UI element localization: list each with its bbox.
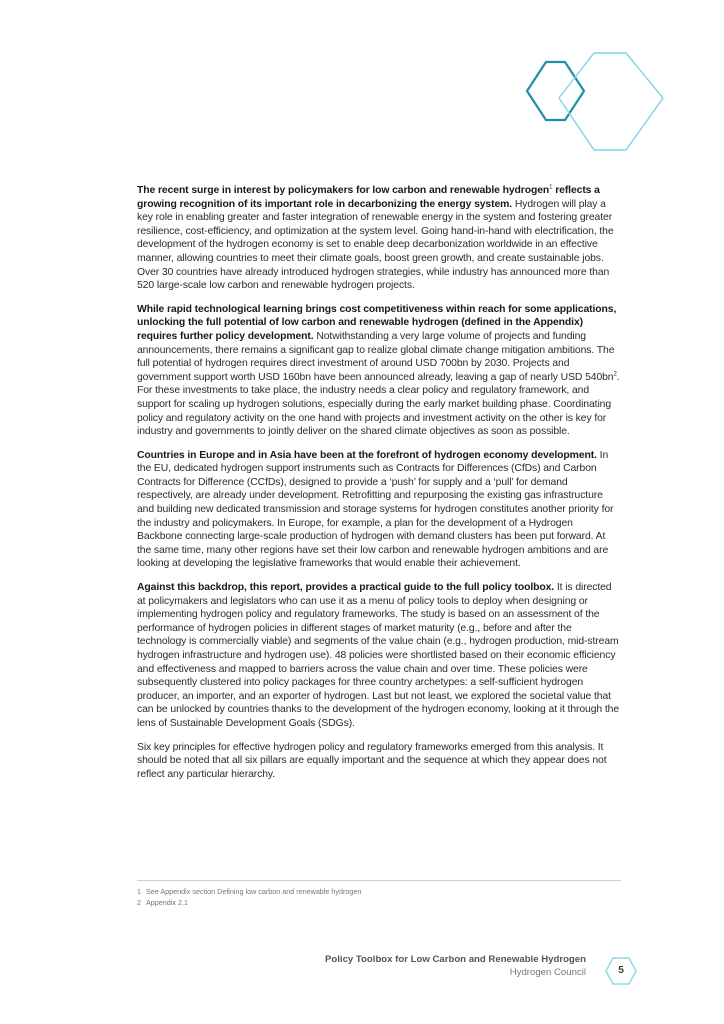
paragraph-1 (137, 184, 621, 293)
paragraph-4 (137, 581, 621, 731)
paragraph-2 (137, 303, 621, 439)
paragraph-2-lead: While rapid technological learning brings cost competitiveness within reach for some applications, unlocking the full potential of low carbon and renewable hydrogen (defined in the Appendix) requires further policy development. (137, 303, 617, 342)
footnote-ref-2: 2 (613, 371, 617, 378)
main-text (137, 184, 621, 791)
page-number: 5 (618, 965, 624, 976)
paragraph-3-body: In the EU, dedicated hydrogen support instruments such as Contracts for Differences (CfDs) and Carbon Contracts for Difference (CCfDs), designed to provide a ‘push’ for supply and a ‘pull’ for demand respectively, are already under development. Retrofitting and repurposing the existing gas infrastructure and building new dedicated transmission and storage systems for hydrogen constitutes another priority for the industry and policymakers. In Europe, for example, a plan for the development of a Hydrogen Backbone connecting large-scale production of hydrogen with demand clusters has been put forward. At the same time, many other regions have set their low carbon and renewable hydrogen ambitions and are looking at developing the legislative frameworks that would enable their achievement. (137, 449, 614, 570)
paragraph-5-body: Six key principles for effective hydrogen policy and regulatory frameworks emerged from this analysis. It should be noted that all six pillars are equally important and the sequence at which they appear does not reflect any particular hierarchy. (137, 741, 607, 780)
paragraph-4-lead: Against this backdrop, this report, provides a practical guide to the full policy toolbox. (137, 582, 555, 594)
footnotes (137, 886, 361, 908)
paragraph-1-body: Hydrogen will play a key role in enabling greater and faster integration of renewable energy in the system and fostering greater resilience, cost-efficiency, and optimization at the system level. Going hand-in-hand with electrification, the development of the hydrogen economy is set to enable deep decarbonization worldwide in an effective manner, allowing countries to meet their climate goals, boost green growth, and create sustainable jobs. Over 30 countries have already introduced hydrogen strategies, while industry has announced more than 520 large-scale low carbon and renewable hydrogen projects. (137, 198, 614, 292)
small-hexagon-icon (527, 62, 584, 120)
footnote-number: 2 (137, 898, 141, 907)
large-hexagon-icon (559, 53, 663, 150)
paragraph-4-body: It is directed at policymakers and legislators who can use it as a menu of policy tools to deploy when designing or implementing hydrogen policy and regulatory frameworks. The study is based on an assessment of the performance of hydrogen policies in different stages of market maturity (e.g., before and after the technology is commercially viable) and segments of the value chain (e.g., hydrogen production, mid-stream hydrogen infrastructure and hydrogen use). 48 policies were shortlisted based on their economic efficiency and effectiveness and mapped to barriers across the value chain and over time. These policies were subsequently clustered into policy packages for three country archetypes: a self-sufficient hydrogen producer, an importer, and an exporter of hydrogen. Last but not least, we explored the societal value that can be unlocked by countries thanks to the development of the hydrogen economy, looking at it through the lens of Sustainable Development Goals (SDGs). (137, 582, 620, 729)
paragraph-2-body-cont: . For these investments to take place, the industry needs a clear policy and regulatory framework, and support for scaling up hydrogen solutions, especially during the early market building phase. Coordinating policy and regulatory activity on the one hand with projects and investment activity on the other is key for industry and governments to jointly deliver on the shared climate objectives as soon as possible. (137, 371, 620, 438)
paragraph-3 (137, 449, 621, 571)
footnote-divider (137, 880, 621, 881)
footnote-1 (137, 886, 361, 897)
footer-organization: Hydrogen Council (509, 967, 586, 978)
footer-report-title: Policy Toolbox for Low Carbon and Renewable Hydrogen (324, 954, 586, 965)
paragraph-5 (137, 741, 621, 782)
page-number-badge (604, 956, 638, 986)
footnote-2 (137, 897, 361, 908)
footnote-ref-1: 1 (549, 184, 553, 191)
paragraph-3-lead: Countries in Europe and in Asia have been at the forefront of hydrogen economy development. (137, 449, 597, 461)
footnote-text: Appendix 2.1 (146, 898, 188, 907)
paragraph-1-lead-cont: reflects a growing recognition of its important role in decarbonizing the energy system. (137, 185, 600, 210)
footnote-number: 1 (137, 887, 141, 896)
paragraph-2-body: Notwithstanding a very large volume of projects and funding announcements, there remains a significant gap to realize global climate change mitigation ambitions. The full potential of hydrogen requires direct investment of around USD 700bn by 2030. Projects and government support worth USD 160bn have been announced already, leaving a gap of nearly USD 540bn (137, 330, 615, 383)
hexagon-logo-decoration (520, 50, 670, 160)
paragraph-1-lead: The recent surge in interest by policymakers for low carbon and renewable hydrogen (137, 185, 550, 196)
footnote-text: See Appendix section Defining low carbon and renewable hydrogen (146, 887, 362, 896)
page-footer (325, 953, 586, 979)
